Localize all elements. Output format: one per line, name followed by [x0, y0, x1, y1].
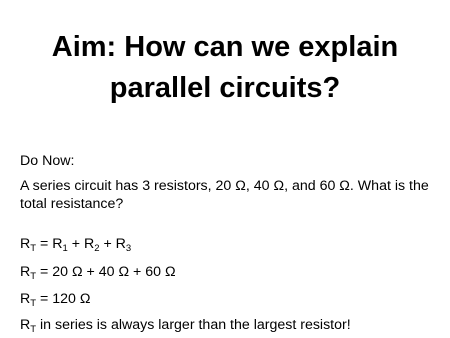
symbol-r: R: [20, 264, 31, 280]
equation-result: [20, 290, 90, 308]
subscript-1: 1: [62, 243, 68, 254]
equation-substitution: [20, 263, 176, 281]
title-line-2: parallel circuits?: [109, 72, 341, 104]
symbol-r: R: [20, 236, 31, 252]
plus-sign: +: [67, 236, 84, 252]
equation-rhs: = 120 Ω: [36, 291, 91, 307]
conclusion-rhs: in series is always larger than the largest resistor!: [36, 317, 351, 333]
symbol-r1: R: [52, 236, 63, 252]
subscript-t: T: [30, 298, 37, 309]
plus-sign: +: [99, 236, 116, 252]
subscript-t: T: [30, 243, 37, 254]
equals-sign: =: [36, 236, 53, 252]
equation-rhs: = 20 Ω + 40 Ω + 60 Ω: [36, 264, 176, 280]
subscript-2: 2: [94, 243, 100, 254]
title-line-1: Aim: How can we explain: [51, 31, 399, 63]
subscript-3: 3: [125, 243, 132, 254]
conclusion-text: [20, 316, 351, 334]
question-text: A series circuit has 3 resistors, 20 Ω, 40 Ω, and 60 Ω. What is the total resistance?: [20, 178, 429, 212]
slide-title: [0, 27, 450, 109]
equation-total-resistance-formula: [20, 235, 131, 253]
symbol-r: R: [20, 291, 31, 307]
do-now-label: Do Now:: [20, 153, 75, 169]
subscript-t: T: [30, 271, 37, 282]
symbol-r2: R: [83, 236, 95, 252]
symbol-r3: R: [115, 236, 126, 252]
subscript-t: T: [30, 324, 37, 335]
symbol-r: R: [20, 317, 31, 333]
